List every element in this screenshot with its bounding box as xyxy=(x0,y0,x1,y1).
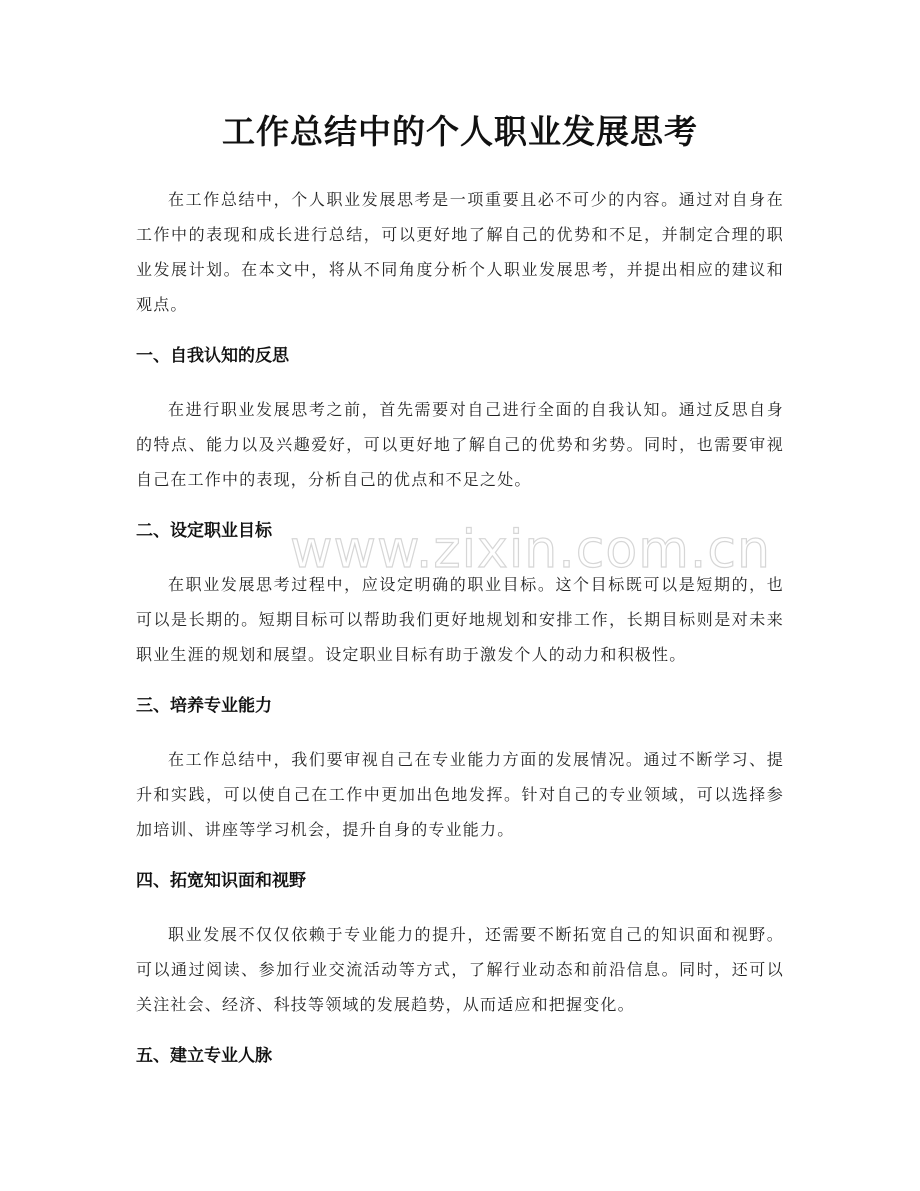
section-heading-3: 三、培养专业能力 xyxy=(136,696,272,716)
document-title: 工作总结中的个人职业发展思考 xyxy=(222,112,698,151)
section-heading-2: 二、设定职业目标 xyxy=(136,521,272,541)
intro-paragraph: 在工作总结中，个人职业发展思考是一项重要且必不可少的内容。通过对自身在工作中的表现和成长进行总结，可以更好地了解自己的优势和不足，并制定合理的职业发展计划。在本文中，将从不同角度分析个人职业发展思考，并提出相应的建议和观点。 xyxy=(136,190,784,314)
document-body xyxy=(136,182,784,1071)
spacer xyxy=(136,721,784,742)
spacer xyxy=(136,371,784,392)
spacer xyxy=(136,847,784,866)
section-body-4: 职业发展不仅仅依赖于专业能力的提升，还需要不断拓宽自己的知识面和视野。可以通过阅读、参加行业交流活动等方式，了解行业动态和前沿信息。同时，还可以关注社会、经济、科技等领域的发展趋势，从而适应和把握变化。 xyxy=(136,925,784,1014)
spacer xyxy=(136,672,784,691)
section-body-1: 在进行职业发展思考之前，首先需要对自己进行全面的自我认知。通过反思自身的特点、能力以及兴趣爱好，可以更好地了解自己的优势和劣势。同时，也需要审视自己在工作中的表现，分析自己的优点和不足之处。 xyxy=(136,400,784,489)
section-body-2: 在职业发展思考过程中，应设定明确的职业目标。这个目标既可以是短期的，也可以是长期的。短期目标可以帮助我们更好地规划和安排工作，长期目标则是对未来职业生涯的规划和展望。设定职业目标有助于激发个人的动力和积极性。 xyxy=(136,575,784,664)
spacer xyxy=(136,497,784,516)
spacer xyxy=(136,322,784,341)
watermark-text: www.zixin.com.cn xyxy=(290,520,771,580)
section-heading-4: 四、拓宽知识面和视野 xyxy=(136,871,306,891)
section-heading-1: 一、自我认知的反思 xyxy=(136,346,289,366)
spacer xyxy=(136,546,784,567)
spacer xyxy=(136,896,784,917)
section-body-3: 在工作总结中，我们要审视自己在专业能力方面的发展情况。通过不断学习、提升和实践，可以使自己在工作中更加出色地发挥。针对自己的专业领域，可以选择参加培训、讲座等学习机会，提升自身的专业能力。 xyxy=(136,750,784,839)
spacer xyxy=(136,1022,784,1041)
section-heading-5: 五、建立专业人脉 xyxy=(136,1046,272,1066)
